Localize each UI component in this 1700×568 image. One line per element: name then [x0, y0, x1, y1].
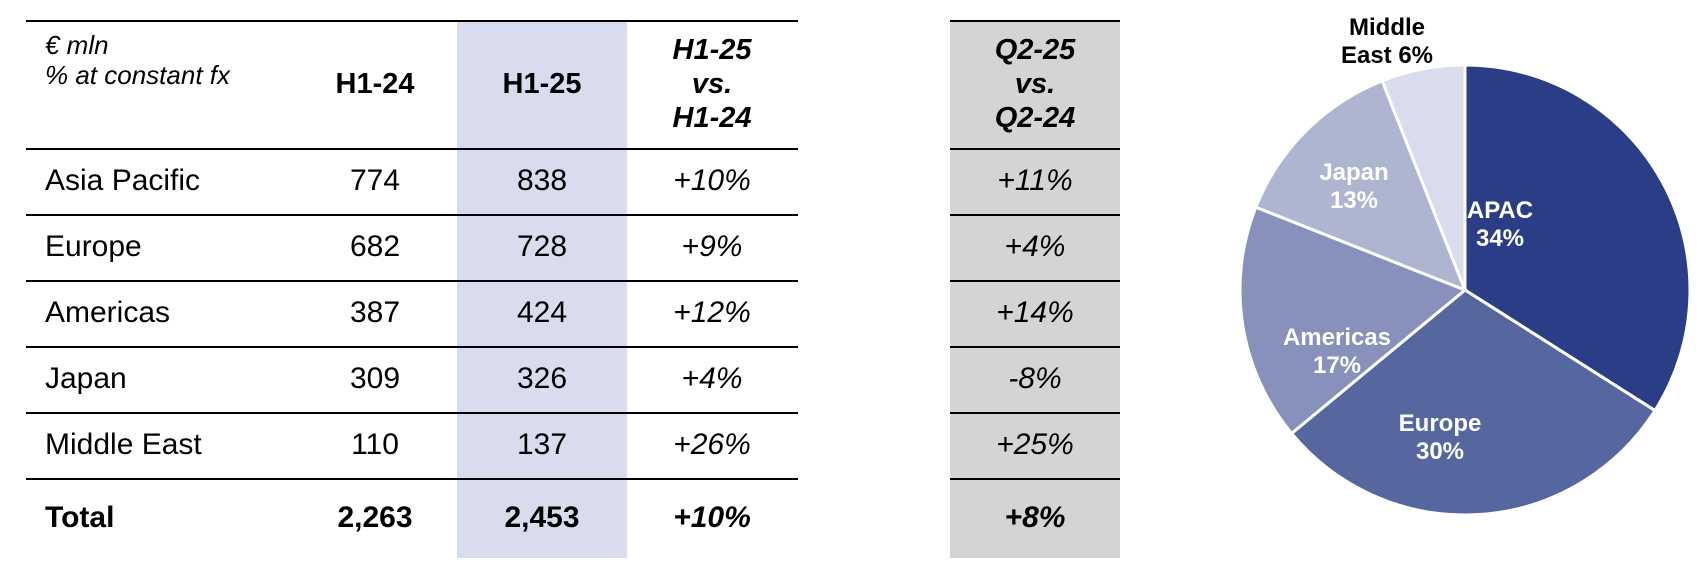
- row-h124-cell: 387: [349, 296, 401, 329]
- header-growth-line: H1-24: [672, 102, 752, 134]
- header-h125: H1-25: [502, 68, 582, 100]
- total-growth-cell: +10%: [673, 501, 751, 534]
- pie-label-europe: Europe 30%: [1398, 410, 1482, 465]
- header-growth-q2: [950, 20, 1120, 148]
- row-growth-cell: +12%: [673, 296, 751, 329]
- header-h124: H1-24: [335, 68, 415, 100]
- total-h125-cell: 2,453: [504, 501, 580, 534]
- pie-label-apac: APAC 34%: [1466, 197, 1534, 252]
- row-h125-cell: 838: [516, 164, 568, 197]
- row-growth-cell: +10%: [673, 164, 751, 197]
- row-q2-cell: +11%: [997, 164, 1073, 197]
- row-h125-cell: 728: [516, 230, 568, 263]
- pie-label-middle-east: Middle East 6%: [1340, 14, 1434, 69]
- row-region-cell: Middle East: [45, 428, 202, 461]
- row-h125-cell: 326: [516, 362, 568, 395]
- unit-label: € mln: [45, 30, 109, 60]
- row-q2-cell: +14%: [996, 296, 1074, 329]
- header-growth-h1: [627, 20, 797, 148]
- row-region-cell: Japan: [45, 362, 127, 395]
- header-q2-line: Q2-24: [994, 102, 1076, 134]
- header-q2-line: Q2-25: [994, 34, 1076, 66]
- total-region-cell: Total: [45, 501, 115, 534]
- header-growth-line: vs.: [691, 68, 733, 100]
- total-q2-cell: +8%: [1004, 501, 1066, 534]
- row-h125-cell: 424: [516, 296, 568, 329]
- pie-label-japan: Japan 13%: [1319, 159, 1389, 214]
- row-q2-cell: +4%: [1004, 230, 1066, 263]
- row-region-cell: Asia Pacific: [45, 164, 201, 197]
- table-rule: [26, 20, 798, 22]
- row-h125-cell: 137: [516, 428, 568, 461]
- row-growth-cell: +4%: [681, 362, 743, 395]
- table-unit-note: [45, 30, 305, 90]
- row-q2-cell: +25%: [996, 428, 1074, 461]
- row-q2-cell: -8%: [1008, 362, 1062, 395]
- row-h124-cell: 110: [351, 428, 399, 461]
- row-h124-cell: 309: [349, 362, 401, 395]
- header-q2-line: vs.: [1014, 68, 1056, 100]
- fx-note: % at constant fx: [45, 60, 230, 90]
- row-growth-cell: +9%: [681, 230, 743, 263]
- q2-rule: [950, 20, 1120, 22]
- row-h124-cell: 682: [349, 230, 401, 263]
- row-region-cell: Europe: [45, 230, 142, 263]
- total-h124-cell: 2,263: [337, 501, 413, 534]
- header-growth-line: H1-25: [672, 34, 752, 66]
- row-h124-cell: 774: [349, 164, 401, 197]
- row-region-cell: Americas: [45, 296, 171, 329]
- pie-label-americas: Americas 17%: [1282, 324, 1392, 379]
- row-growth-cell: +26%: [673, 428, 751, 461]
- region-share-pie-chart: [1230, 0, 1700, 568]
